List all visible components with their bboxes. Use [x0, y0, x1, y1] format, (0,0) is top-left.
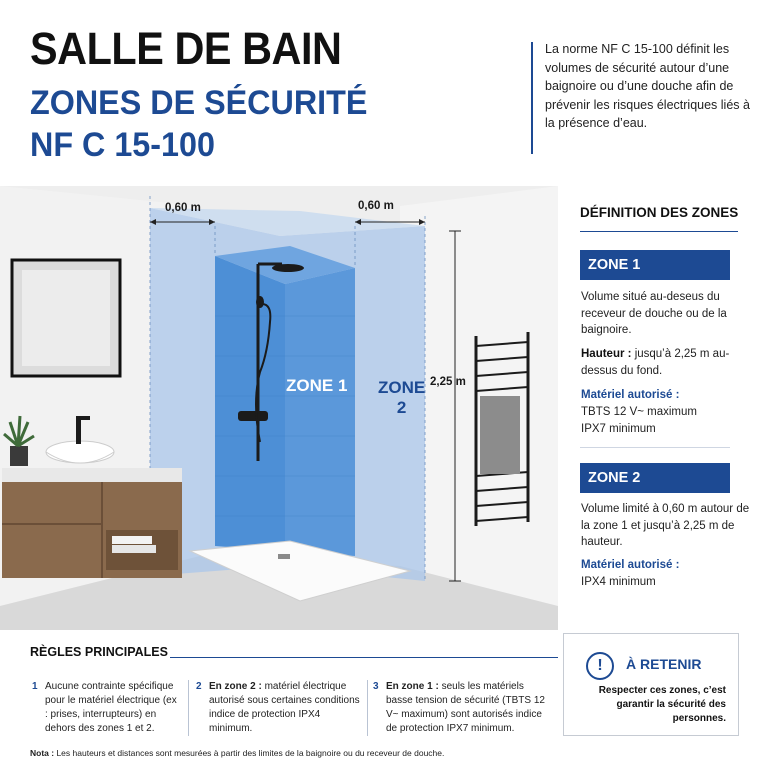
- page-subtitle: ZONES DE SÉCURITÉ: [30, 84, 368, 122]
- page-title: SALLE DE BAIN: [30, 23, 342, 74]
- footnote-label: Nota :: [30, 748, 55, 758]
- zone1-height-value: jusqu’à 2,25 m au-dessus du fond.: [581, 348, 730, 377]
- intro-accent-bar: [531, 42, 533, 154]
- rule-bold: En zone 1 :: [386, 681, 439, 692]
- rule-number: 2: [196, 681, 202, 692]
- footnote-text: Les hauteurs et distances sont mesurées à partir des limites de la baignoire ou du receveur de douche.: [54, 748, 445, 758]
- zone1-material-line1: TBTS 12 V~ maximum: [581, 406, 697, 418]
- bathroom-scene: [0, 186, 558, 630]
- definitions-divider: [580, 231, 738, 232]
- zone1-heading: ZONE 1: [580, 250, 730, 280]
- intro-text: La norme NF C 15-100 définit les volumes de sécurité autour d’une baignoire ou d’une douche afin de prévenir les risques électriques liés à la présence d’eau.: [545, 42, 750, 130]
- dimension-height: 2,25 m: [430, 376, 466, 388]
- zone1-material-line2: IPX7 minimum: [581, 423, 656, 435]
- bathroom-illustration: [0, 186, 558, 630]
- zone2-description: Volume limité à 0,60 m autour de la zone 1 et jusqu’à 2,25 m de hauteur.: [581, 503, 750, 548]
- rule-text: matériel électrique autorisé sous certaines conditions indice de protection IPX4 minimum.: [209, 681, 360, 734]
- rule-number: 1: [32, 681, 38, 692]
- retain-title: À RETENIR: [626, 656, 702, 672]
- retain-box: [563, 633, 739, 736]
- rule-separator: [367, 680, 368, 736]
- zone-separator: [580, 447, 730, 448]
- rule-item: [196, 680, 361, 736]
- rule-separator: [188, 680, 189, 736]
- zone1-material-label: Matériel autorisé :: [581, 389, 680, 401]
- rule-bold: En zone 2 :: [209, 681, 262, 692]
- definitions-title: DÉFINITION DES ZONES: [580, 205, 739, 220]
- zone2-label-line1: ZONE: [378, 378, 426, 397]
- rule-item: [373, 680, 545, 736]
- zone2-label-line2: 2: [396, 398, 407, 417]
- rules-divider: [170, 657, 558, 658]
- page-norm: NF C 15-100: [30, 126, 215, 164]
- zone1-label: ZONE 1: [286, 376, 348, 395]
- rule-number: 3: [373, 681, 379, 692]
- zone2-material-label: Matériel autorisé :: [581, 559, 680, 571]
- rules-title: RÈGLES PRINCIPALES: [30, 645, 168, 659]
- zone1-height: [581, 346, 751, 379]
- rule-text: Aucune contrainte spécifique pour le matériel électrique (ex : prises, interrupteurs) en dehors des zones 1 et 2.: [45, 681, 177, 734]
- zone1-height-label: Hauteur :: [581, 348, 632, 360]
- zone2-label: [378, 378, 425, 418]
- dimension-left: 0,60 m: [165, 202, 201, 214]
- exclamation-icon: !: [586, 652, 614, 680]
- rule-item: [32, 680, 182, 736]
- retain-text: Respecter ces zones, c’est garantir la sécurité des personnes.: [598, 685, 726, 724]
- zone2-heading: ZONE 2: [580, 463, 730, 493]
- zone2-material-line1: IPX4 minimum: [581, 576, 656, 588]
- zone1-description: Volume situé au-deseus du receveur de douche ou de la baignoire.: [581, 291, 727, 336]
- footnote: [30, 748, 444, 758]
- dimension-right: 0,60 m: [358, 200, 394, 212]
- rule-text: seuls les matériels basse tension de sécurité (TBTS 12 V~ maximum) sont autorisés indice de protection IPX7 minimum.: [386, 681, 545, 734]
